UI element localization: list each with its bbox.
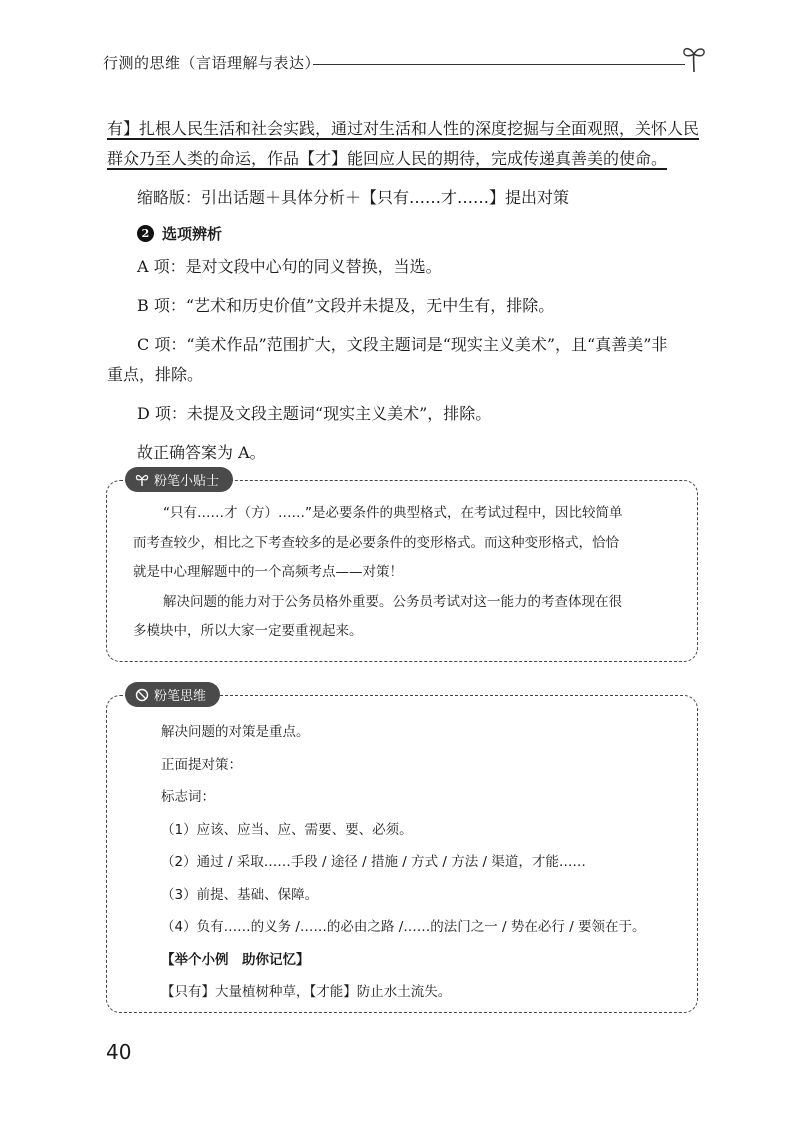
sprout-icon [135,473,149,487]
thinking-line: 正面提对策： [161,756,242,773]
section-title: 选项辨析 [162,225,223,243]
tip-box-body [133,499,683,647]
tip-box [106,474,698,662]
paragraph-line: 有】扎根人民生活和社会实践，通过对生活和人性的深度挖掘与全面观照，关怀人民 [107,119,700,138]
tip-line: 多模块中，所以大家一定要重视起来。 [133,623,363,639]
thinking-box-title: 粉笔思维 [154,689,207,704]
option-c-line1: C 项：“美术作品”范围扩大，文段主题词是“现实主义美术”，且“真善美”非 [137,335,668,354]
main-content [107,114,707,468]
running-header [103,50,703,80]
sprout-icon [681,44,707,74]
option-c-line2: 重点，排除。 [107,365,204,384]
summary-line: 缩略版：引出话题＋具体分析＋【只有……才……】提出对策 [137,188,570,207]
page-number: 40 [106,1040,132,1064]
tip-line: 而考查较少，相比之下考查较多的是必要条件的变形格式。而这种变形格式，恰恰 [133,534,619,551]
thinking-line: 标志词： [161,789,215,805]
thinking-box-label [125,682,220,707]
tip-box-label [125,467,233,492]
thinking-box-body [161,716,671,1009]
example-title: 【举个小例 助你记忆】 [161,951,310,968]
underlined-text: 群众乃至人类的命运，作品【才】能回应人民的期待，完成传递真善美的使命。 [107,149,668,168]
header-title: 行测的思维（言语理解与表达） [103,54,321,72]
thinking-line: 解决问题的对策是重点。 [161,724,310,740]
thinking-icon [135,688,149,702]
list-item: （4）负有……的义务 /……的必由之路 /……的法门之一 / 势在必行 / 要领在于。 [161,919,646,935]
list-item: （2）通过 / 采取……手段 / 途径 / 措施 / 方式 / 方法 / 渠道，才能…… [161,854,586,870]
header-rule [313,64,685,65]
tip-line: 解决问题的能力对于公务员格外重要。公务员考试对这一能力的考查体现在很 [163,593,622,610]
tip-line: 就是中心理解题中的一个高频考点——对策！ [133,564,403,580]
tip-box-title: 粉笔小贴士 [154,474,220,489]
paragraph-line [107,144,707,174]
option-b: B 项：“艺术和历史价值”文段并未提及，无中生有，排除。 [137,296,555,315]
list-item: （1）应该、应当、应、需要、要、必须。 [161,821,413,838]
section-number-badge: 2 [137,225,154,242]
section-heading [137,223,707,244]
example-text: 【只有】大量植树种草，【才能】防止水土流失。 [161,984,452,1000]
list-item: （3）前提、基础、保障。 [161,886,319,903]
answer-line: 故正确答案为 A。 [137,443,266,462]
tip-line: “只有……才（方）……”是必要条件的典型格式，在考试过程中，因比较简单 [163,505,623,521]
option-d: D 项：未提及文段主题词“现实主义美术”，排除。 [137,404,492,423]
thinking-box [106,689,698,1013]
option-a: A 项：是对文段中心句的同义替换，当选。 [137,257,442,276]
